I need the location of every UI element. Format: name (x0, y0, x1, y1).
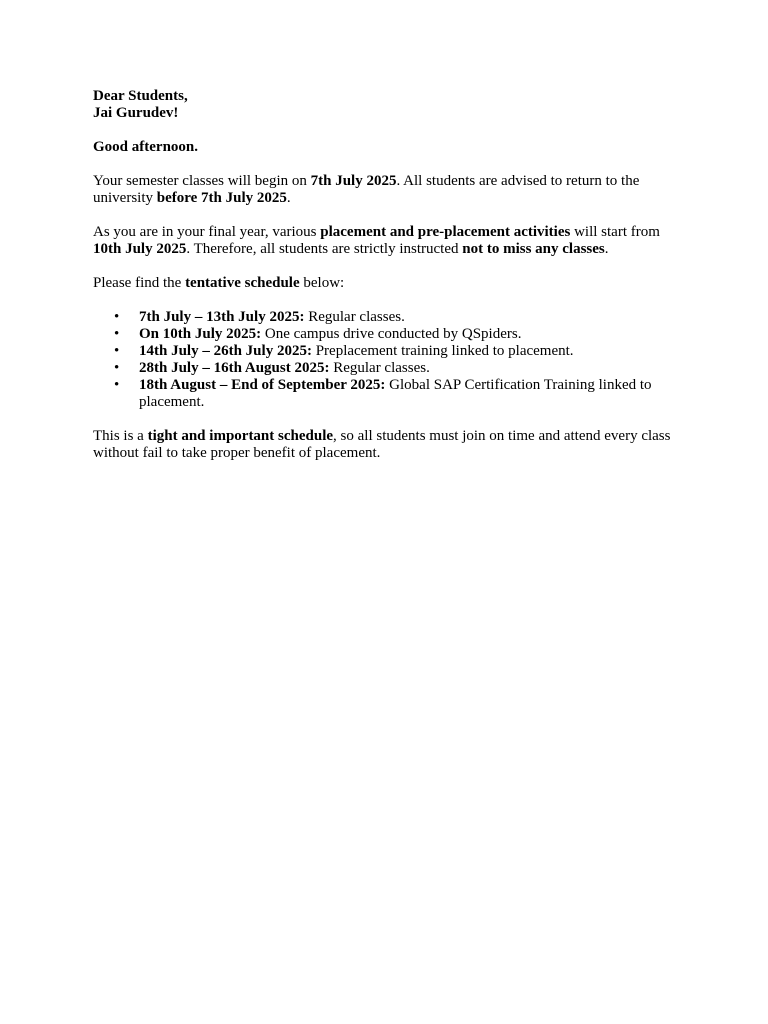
schedule-list (93, 309, 683, 411)
text: . (286, 190, 291, 206)
schedule-date: 7th July – 13th July 2025: (139, 309, 305, 325)
schedule-text: Regular classes. (329, 360, 430, 376)
paragraph-placement (93, 224, 683, 258)
bold-text: before 7th July 2025 (156, 190, 287, 206)
list-item (93, 377, 683, 411)
spacer (93, 411, 683, 428)
document-body (93, 88, 683, 462)
bullet-icon: • (114, 343, 120, 359)
bullet-icon: • (114, 360, 120, 376)
spacer (93, 122, 683, 139)
text: . All students are advised to return to the university (93, 173, 640, 206)
spacer (93, 292, 683, 309)
schedule-text: Global SAP Certification Training linked to placement. (139, 377, 652, 410)
greeting-line (93, 105, 683, 122)
text: This is a (93, 428, 148, 444)
text: will start from (570, 224, 660, 240)
schedule-text: Regular classes. (304, 309, 405, 325)
greeting-line (93, 88, 683, 105)
salutation-text: Good afternoon. (93, 139, 198, 155)
paragraph-classes-begin (93, 173, 683, 207)
bold-text: tight and important schedule (147, 428, 334, 444)
paragraph-closing (93, 428, 683, 462)
bullet-icon: • (114, 326, 120, 342)
text: . (604, 241, 609, 257)
list-item (93, 326, 683, 343)
list-item (93, 360, 683, 377)
salutation (93, 139, 683, 156)
schedule-date: 28th July – 16th August 2025: (139, 360, 330, 376)
list-item (93, 309, 683, 326)
schedule-text: One campus drive conducted by QSpiders. (261, 326, 522, 342)
bold-text: 10th July 2025 (93, 241, 187, 257)
spacer (93, 258, 683, 275)
text: Your semester classes will begin on (93, 173, 311, 189)
bullet-icon: • (114, 309, 120, 325)
bold-text: tentative schedule (185, 275, 300, 291)
bold-text: 7th July 2025 (310, 173, 397, 189)
text: As you are in your final year, various (93, 224, 321, 240)
text: , so all students must join on time and attend every class without fail to take proper benefit of placement. (93, 428, 671, 461)
schedule-date: 14th July – 26th July 2025: (139, 343, 312, 359)
text: Please find the (93, 275, 186, 291)
list-item (93, 343, 683, 360)
schedule-date: 18th August – End of September 2025: (139, 377, 386, 393)
text: below: (299, 275, 345, 291)
greeting-jai-gurudev: Jai Gurudev! (93, 105, 179, 121)
spacer (93, 156, 683, 173)
spacer (93, 207, 683, 224)
schedule-text: Preplacement training linked to placement. (311, 343, 574, 359)
bold-text: not to miss any classes (462, 241, 605, 257)
greeting-dear: Dear Students, (93, 88, 188, 104)
paragraph-schedule-intro (93, 275, 683, 292)
schedule-date: On 10th July 2025: (139, 326, 262, 342)
bullet-icon: • (114, 377, 120, 393)
text: . Therefore, all students are strictly instructed (186, 241, 463, 257)
bold-text: placement and pre-placement activities (320, 224, 571, 240)
